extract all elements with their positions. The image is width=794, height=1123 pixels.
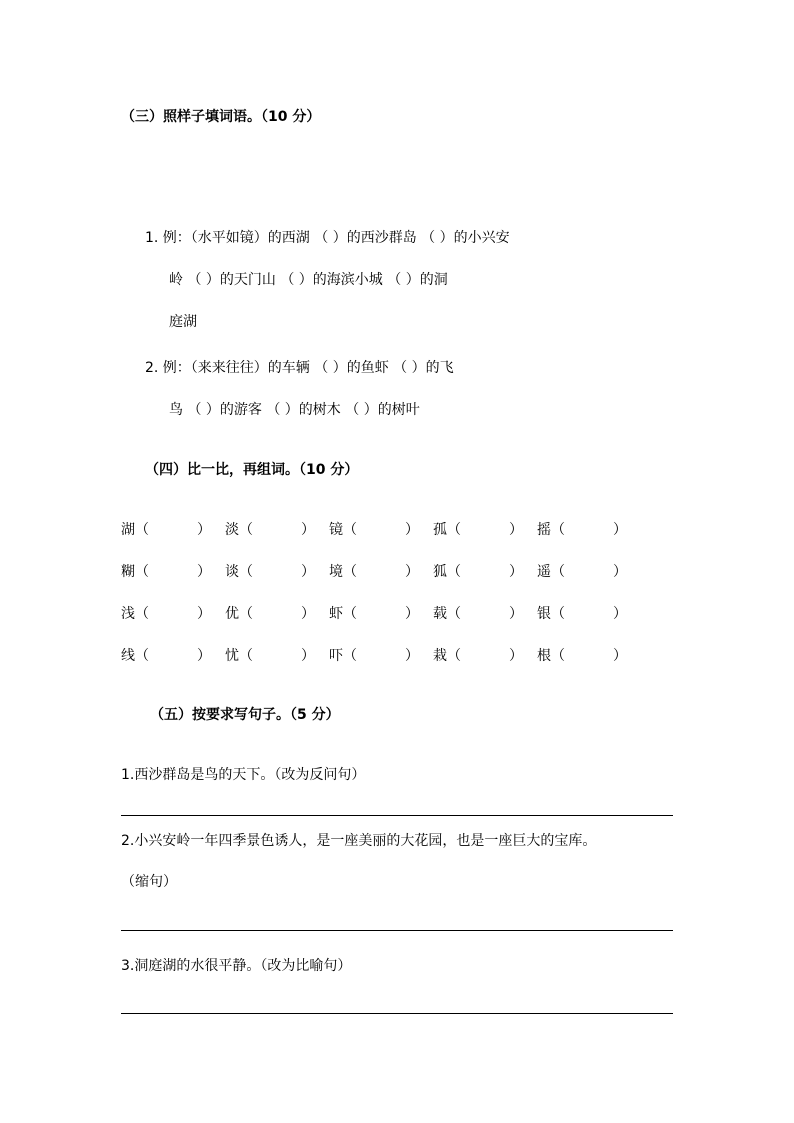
- answer-blank[interactable]: [255, 603, 305, 621]
- answer-blank[interactable]: [359, 645, 409, 663]
- item1-line1: 1. 例：（水平如镜）的西湖 （ ）的西沙群岛 （ ）的小兴安: [145, 230, 510, 246]
- paren-open: （: [551, 606, 565, 622]
- answer-blank[interactable]: [567, 603, 617, 621]
- item2-line2: 鸟 （ ）的游客 （ ）的树木 （ ）的树叶: [169, 402, 420, 418]
- paren-close: ）: [613, 606, 627, 622]
- paren-open: （: [135, 648, 149, 664]
- paren-open: （: [343, 564, 357, 580]
- answer-blank[interactable]: [359, 603, 409, 621]
- paren-open: （: [447, 564, 461, 580]
- paren-open: （: [343, 522, 357, 538]
- answer-blank[interactable]: [463, 519, 513, 537]
- paren-close: ）: [509, 606, 523, 622]
- table-char: 糊: [121, 564, 135, 580]
- question-2-line2: （缩句）: [121, 874, 177, 890]
- paren-close: ）: [197, 564, 211, 580]
- paren-open: （: [135, 606, 149, 622]
- table-char: 淡: [225, 522, 239, 538]
- answer-blank[interactable]: [463, 561, 513, 579]
- answer-blank[interactable]: [151, 645, 201, 663]
- section5-title: （五）按要求写句子。（5 分）: [150, 707, 340, 723]
- paren-close: ）: [509, 648, 523, 664]
- answer-blank[interactable]: [567, 645, 617, 663]
- paren-close: ）: [509, 522, 523, 538]
- answer-blank[interactable]: [463, 645, 513, 663]
- paren-close: ）: [301, 522, 315, 538]
- answer-blank[interactable]: [255, 519, 305, 537]
- answer-blank[interactable]: [255, 645, 305, 663]
- table-char: 谈: [225, 564, 239, 580]
- answer-blank[interactable]: [151, 519, 201, 537]
- answer-line-1[interactable]: [121, 815, 673, 816]
- paren-close: ）: [197, 648, 211, 664]
- paren-close: ）: [301, 648, 315, 664]
- table-char: 银: [537, 606, 551, 622]
- paren-open: （: [551, 522, 565, 538]
- table-char: 虾: [329, 606, 343, 622]
- paren-close: ）: [405, 564, 419, 580]
- answer-blank[interactable]: [151, 561, 201, 579]
- paren-close: ）: [301, 564, 315, 580]
- paren-open: （: [135, 522, 149, 538]
- answer-blank[interactable]: [359, 519, 409, 537]
- answer-blank[interactable]: [567, 519, 617, 537]
- answer-blank[interactable]: [359, 561, 409, 579]
- table-char: 镜: [329, 522, 343, 538]
- paren-close: ）: [405, 648, 419, 664]
- question-3: 3.洞庭湖的水很平静。（改为比喻句）: [121, 958, 352, 974]
- paren-close: ）: [197, 522, 211, 538]
- table-char: 遥: [537, 564, 551, 580]
- paren-open: （: [343, 606, 357, 622]
- paren-open: （: [447, 522, 461, 538]
- answer-blank[interactable]: [567, 561, 617, 579]
- table-char: 摇: [537, 522, 551, 538]
- paren-close: ）: [613, 648, 627, 664]
- paren-open: （: [239, 522, 253, 538]
- paren-open: （: [239, 648, 253, 664]
- paren-close: ）: [301, 606, 315, 622]
- paren-open: （: [447, 606, 461, 622]
- paren-open: （: [239, 606, 253, 622]
- paren-close: ）: [405, 606, 419, 622]
- table-char: 狐: [433, 564, 447, 580]
- paren-open: （: [447, 648, 461, 664]
- paren-close: ）: [613, 564, 627, 580]
- table-char: 载: [433, 606, 447, 622]
- table-char: 根: [537, 648, 551, 664]
- question-1: 1.西沙群岛是鸟的天下。（改为反问句）: [121, 767, 366, 783]
- item1-line3: 庭湖: [169, 314, 197, 330]
- paren-close: ）: [509, 564, 523, 580]
- answer-blank[interactable]: [151, 603, 201, 621]
- answer-blank[interactable]: [463, 603, 513, 621]
- table-char: 优: [225, 606, 239, 622]
- item1-line2: 岭 （ ）的天门山 （ ）的海滨小城 （ ）的洞: [169, 272, 448, 288]
- paren-close: ）: [613, 522, 627, 538]
- paren-open: （: [239, 564, 253, 580]
- section4-title: （四）比一比，再组词。（10 分）: [145, 462, 359, 478]
- answer-blank[interactable]: [255, 561, 305, 579]
- table-char: 孤: [433, 522, 447, 538]
- question-2-line1: 2.小兴安岭一年四季景色诱人，是一座美丽的大花园，也是一座巨大的宝库。: [121, 833, 597, 849]
- paren-close: ）: [405, 522, 419, 538]
- paren-open: （: [343, 648, 357, 664]
- table-char: 境: [329, 564, 343, 580]
- paren-close: ）: [197, 606, 211, 622]
- answer-line-3[interactable]: [121, 1013, 673, 1014]
- item2-line1: 2. 例：（来来往往）的车辆 （ ）的鱼虾 （ ）的飞: [145, 360, 454, 376]
- table-char: 栽: [433, 648, 447, 664]
- table-char: 忧: [225, 648, 239, 664]
- table-char: 浅: [121, 606, 135, 622]
- table-char: 线: [121, 648, 135, 664]
- section3-title: （三）照样子填词语。（10 分）: [121, 109, 321, 125]
- paren-open: （: [551, 564, 565, 580]
- paren-open: （: [551, 648, 565, 664]
- table-char: 吓: [329, 648, 343, 664]
- paren-open: （: [135, 564, 149, 580]
- table-char: 湖: [121, 522, 135, 538]
- answer-line-2[interactable]: [121, 930, 673, 931]
